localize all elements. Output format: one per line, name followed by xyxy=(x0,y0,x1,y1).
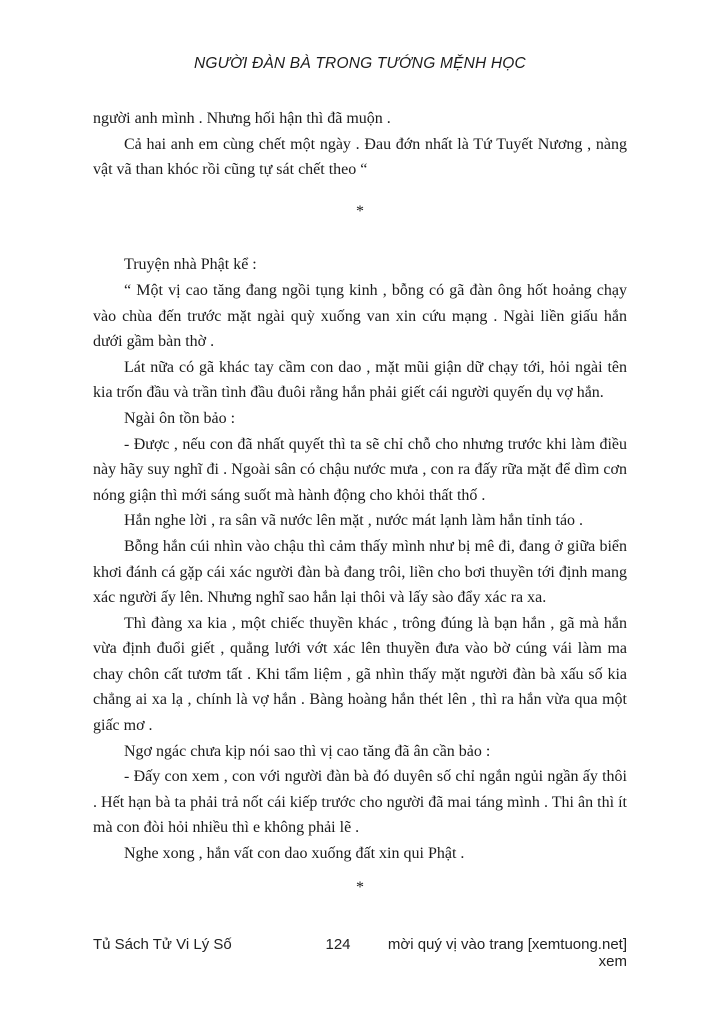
paragraph: “ Một vị cao tăng đang ngồi tụng kinh , bỗng có gã đàn ông hốt hoảng chạy vào chùa đến trước mặt ngài quỳ xuống van xin cứu mạng . Ngài liền giấu hắn dưới gầm bàn thờ . xyxy=(93,281,627,351)
page-footer xyxy=(93,936,627,970)
page-title: NGƯỜI ĐÀN BÀ TRONG TƯỚNG MỆNH HỌC xyxy=(194,55,526,72)
paragraph: - Được , nếu con đã nhất quyết thì ta sẽ chỉ chỗ cho nhưng trước khi làm điều này hãy suy nghĩ đi . Ngoài sân có chậu nước mưa , con ra đấy rữa mặt để dìm cơn nóng giận thì mới sáng suốt mà hành động cho khỏi thất thố . xyxy=(93,435,627,504)
paragraph: Bỗng hắn cúi nhìn vào chậu thì cảm thấy mình như bị mê đi, đang ở giữa biển khơi đánh cá gặp cái xác người đàn bà đang trôi, liền cho bơi thuyền tới định mang xác người ấy lên. Nhưng nghĩ sao hắn lại thôi và lấy sào đẩy xác ra xa. xyxy=(93,537,627,607)
section-separator: * xyxy=(356,878,364,896)
paragraph: Nghe xong , hắn vất con dao xuống đất xin qui Phật . xyxy=(124,845,465,863)
paragraph: Lát nữa có gã khác tay cầm con dao , mặt mũi giận dữ chạy tới, hỏi ngài tên kia trốn đầu và trần tình đầu đuôi rằng hắn phải giết cái người quyến dụ vợ hắn. xyxy=(93,358,627,402)
footer-page-number: 124 xyxy=(325,936,351,953)
body-text xyxy=(93,106,627,900)
paragraph: Cả hai anh em cùng chết một ngày . Đau đớn nhất là Tứ Tuyết Nương , nàng vật vã than khóc rồi cũng tự sát chết theo “ xyxy=(93,135,627,179)
section-separator: * xyxy=(356,202,364,220)
paragraph: Thì đàng xa kia , một chiếc thuyền khác , trông đúng là bạn hắn , gã mà hắn vừa định đuổi giết , quẳng lưới vớt xác lên thuyền đưa vào bờ cúng vái làm ma chay chôn cất tươm tất . Khi tẩm liệm , gã nhìn thấy mặt người đàn bà xấu số kia chẳng ai xa lạ , chính là vợ hắn . Bàng hoàng hắn thét lên , thì ra hắn vừa qua một giấc mơ . xyxy=(93,614,627,735)
paragraph: Ngài ôn tồn bảo : xyxy=(124,409,236,427)
paragraph: - Đấy con xem , con với người đàn bà đó duyên số chỉ ngắn ngủi ngần ấy thôi . Hết hạn bà ta phải trả nốt cái kiếp trước cho người đã mai táng mình . Thi ân thì ít mà con đòi hỏi nhiều thì e không phải lẽ . xyxy=(93,768,627,837)
paragraph: Truyện nhà Phật kể : xyxy=(124,256,257,274)
footer-site-note: mời quý vị vào trang [xemtuong.net] xem xyxy=(387,936,627,970)
paragraph: Hắn nghe lời , ra sân vã nước lên mặt , nước mát lạnh làm hắn tỉnh táo . xyxy=(124,512,584,530)
paragraph: Ngơ ngác chưa kịp nói sao thì vị cao tăng đã ân cần bảo : xyxy=(124,742,491,760)
footer-book-title: Tủ Sách Tử Vi Lý Số xyxy=(93,936,232,953)
paragraph: người anh mình . Nhưng hối hận thì đã muộn . xyxy=(93,110,391,127)
